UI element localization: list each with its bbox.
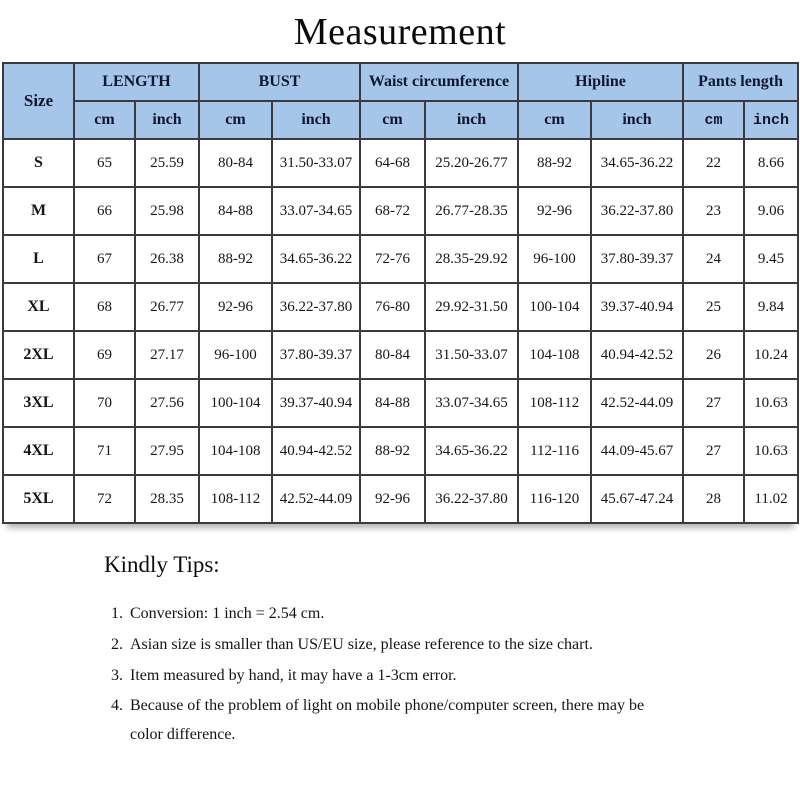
- value-cell: 92-96: [518, 187, 591, 235]
- value-cell: 104-108: [518, 331, 591, 379]
- tip-item: 4. Because of the problem of light on mobile phone/computer screen, there may be color difference.: [127, 692, 664, 750]
- value-cell: 68: [74, 283, 135, 331]
- value-cell: 42.52-44.09: [591, 379, 683, 427]
- value-cell: 37.80-39.37: [591, 235, 683, 283]
- value-cell: 71: [74, 427, 135, 475]
- size-cell: 4XL: [3, 427, 74, 475]
- value-cell: 96-100: [199, 331, 272, 379]
- header-group-row: [3, 63, 798, 101]
- size-cell: 5XL: [3, 475, 74, 523]
- value-cell: 27: [683, 427, 744, 475]
- value-cell: 116-120: [518, 475, 591, 523]
- value-cell: 25.98: [135, 187, 199, 235]
- value-cell: 27.17: [135, 331, 199, 379]
- value-cell: 64-68: [360, 139, 425, 187]
- value-cell: 65: [74, 139, 135, 187]
- tips-list: [104, 600, 664, 750]
- value-cell: 26.77-28.35: [425, 187, 518, 235]
- value-cell: 9.06: [744, 187, 798, 235]
- size-row-2xl: [3, 331, 798, 379]
- value-cell: 88-92: [360, 427, 425, 475]
- size-row-4xl: [3, 427, 798, 475]
- value-cell: 10.24: [744, 331, 798, 379]
- value-cell: 26.77: [135, 283, 199, 331]
- tip-item: 3. Item measured by hand, it may have a 1-3cm error.: [127, 662, 664, 691]
- value-cell: 40.94-42.52: [272, 427, 360, 475]
- value-cell: 108-112: [199, 475, 272, 523]
- size-cell: 3XL: [3, 379, 74, 427]
- value-cell: 9.45: [744, 235, 798, 283]
- value-cell: 92-96: [199, 283, 272, 331]
- size-chart-table: [2, 62, 799, 524]
- value-cell: 25.59: [135, 139, 199, 187]
- value-cell: 34.65-36.22: [272, 235, 360, 283]
- value-cell: 26: [683, 331, 744, 379]
- header-unit-hipline-cm: cm: [518, 101, 591, 139]
- value-cell: 28: [683, 475, 744, 523]
- header-group-bust: BUST: [199, 63, 360, 101]
- value-cell: 100-104: [199, 379, 272, 427]
- value-cell: 72: [74, 475, 135, 523]
- value-cell: 28.35-29.92: [425, 235, 518, 283]
- value-cell: 68-72: [360, 187, 425, 235]
- value-cell: 34.65-36.22: [591, 139, 683, 187]
- value-cell: 36.22-37.80: [272, 283, 360, 331]
- header-group-waist-circumference: Waist circumference: [360, 63, 518, 101]
- header-unit-hipline-inch: inch: [591, 101, 683, 139]
- value-cell: 45.67-47.24: [591, 475, 683, 523]
- value-cell: 66: [74, 187, 135, 235]
- header-unit-bust-cm: cm: [199, 101, 272, 139]
- table-header: [3, 63, 798, 139]
- tips-heading: Kindly Tips:: [104, 552, 220, 577]
- value-cell: 72-76: [360, 235, 425, 283]
- header-group-hipline: Hipline: [518, 63, 683, 101]
- value-cell: 10.63: [744, 427, 798, 475]
- value-cell: 31.50-33.07: [272, 139, 360, 187]
- value-cell: 27.56: [135, 379, 199, 427]
- value-cell: 70: [74, 379, 135, 427]
- value-cell: 23: [683, 187, 744, 235]
- value-cell: 108-112: [518, 379, 591, 427]
- value-cell: 25.20-26.77: [425, 139, 518, 187]
- value-cell: 25: [683, 283, 744, 331]
- value-cell: 92-96: [360, 475, 425, 523]
- value-cell: 36.22-37.80: [591, 187, 683, 235]
- value-cell: 104-108: [199, 427, 272, 475]
- value-cell: 10.63: [744, 379, 798, 427]
- size-cell: 2XL: [3, 331, 74, 379]
- tip-item: 2. Asian size is smaller than US/EU size, please reference to the size chart.: [127, 631, 664, 660]
- value-cell: 33.07-34.65: [425, 379, 518, 427]
- value-cell: 42.52-44.09: [272, 475, 360, 523]
- value-cell: 80-84: [360, 331, 425, 379]
- size-cell: S: [3, 139, 74, 187]
- header-unit-waist-circumference-inch: inch: [425, 101, 518, 139]
- header-size: Size: [3, 63, 74, 139]
- value-cell: 84-88: [199, 187, 272, 235]
- header-unit-bust-inch: inch: [272, 101, 360, 139]
- size-row-s: [3, 139, 798, 187]
- table-body: [3, 139, 798, 523]
- size-row-m: [3, 187, 798, 235]
- value-cell: 39.37-40.94: [591, 283, 683, 331]
- value-cell: 22: [683, 139, 744, 187]
- value-cell: 26.38: [135, 235, 199, 283]
- header-unit-length-inch: inch: [135, 101, 199, 139]
- value-cell: 37.80-39.37: [272, 331, 360, 379]
- size-row-5xl: [3, 475, 798, 523]
- value-cell: 9.84: [744, 283, 798, 331]
- value-cell: 31.50-33.07: [425, 331, 518, 379]
- kindly-tips-section: [104, 552, 684, 752]
- value-cell: 33.07-34.65: [272, 187, 360, 235]
- page-title: Measurement: [293, 11, 507, 53]
- header-unit-length-cm: cm: [74, 101, 135, 139]
- tip-item: 1. Conversion: 1 inch = 2.54 cm.: [127, 600, 664, 629]
- value-cell: 69: [74, 331, 135, 379]
- value-cell: 39.37-40.94: [272, 379, 360, 427]
- value-cell: 27: [683, 379, 744, 427]
- header-unit-pants-length-cm: cm: [683, 101, 744, 139]
- size-cell: M: [3, 187, 74, 235]
- value-cell: 24: [683, 235, 744, 283]
- size-row-l: [3, 235, 798, 283]
- size-row-3xl: [3, 379, 798, 427]
- value-cell: 100-104: [518, 283, 591, 331]
- value-cell: 28.35: [135, 475, 199, 523]
- value-cell: 96-100: [518, 235, 591, 283]
- size-cell: L: [3, 235, 74, 283]
- value-cell: 67: [74, 235, 135, 283]
- value-cell: 84-88: [360, 379, 425, 427]
- value-cell: 29.92-31.50: [425, 283, 518, 331]
- header-unit-waist-circumference-cm: cm: [360, 101, 425, 139]
- size-cell: XL: [3, 283, 74, 331]
- size-row-xl: [3, 283, 798, 331]
- value-cell: 44.09-45.67: [591, 427, 683, 475]
- header-unit-pants-length-inch: inch: [744, 101, 798, 139]
- value-cell: 11.02: [744, 475, 798, 523]
- value-cell: 112-116: [518, 427, 591, 475]
- header-group-length: LENGTH: [74, 63, 199, 101]
- value-cell: 76-80: [360, 283, 425, 331]
- header-unit-row: [3, 101, 798, 139]
- value-cell: 80-84: [199, 139, 272, 187]
- value-cell: 40.94-42.52: [591, 331, 683, 379]
- value-cell: 34.65-36.22: [425, 427, 518, 475]
- value-cell: 88-92: [199, 235, 272, 283]
- value-cell: 27.95: [135, 427, 199, 475]
- header-group-pants-length: Pants length: [683, 63, 798, 101]
- value-cell: 8.66: [744, 139, 798, 187]
- value-cell: 88-92: [518, 139, 591, 187]
- value-cell: 36.22-37.80: [425, 475, 518, 523]
